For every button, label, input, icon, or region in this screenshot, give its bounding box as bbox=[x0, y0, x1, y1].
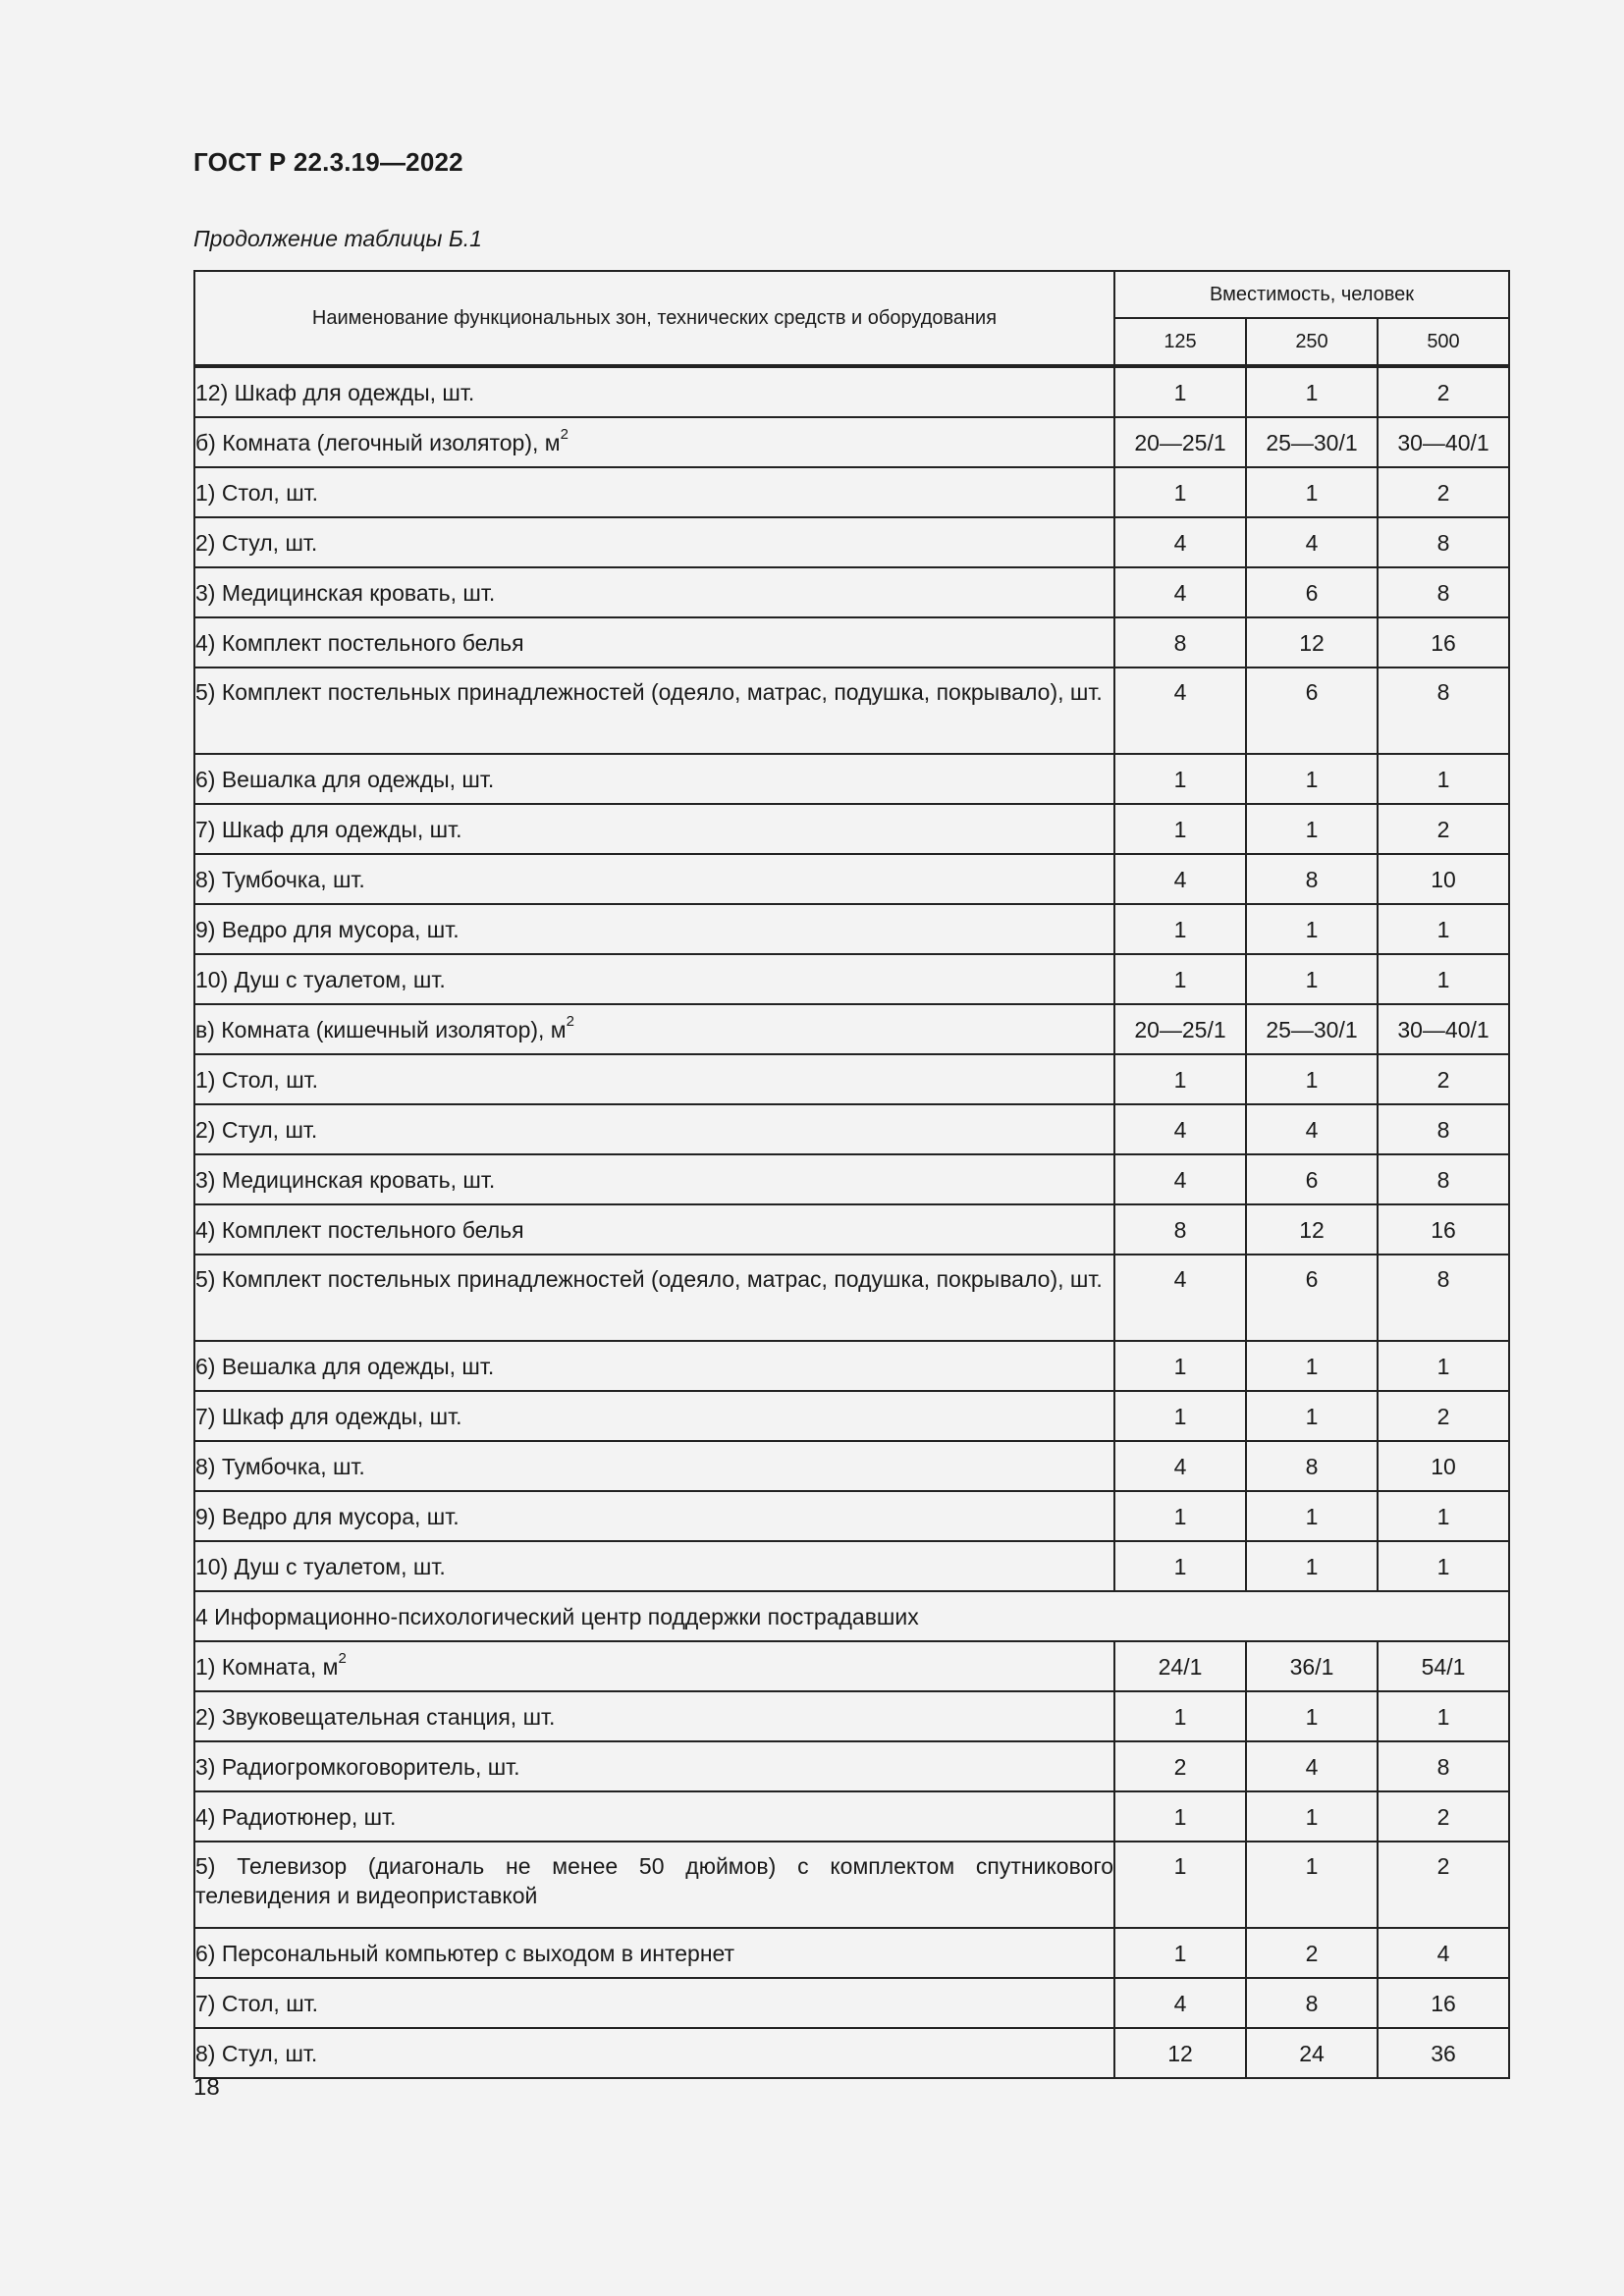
value-cell-250: 6 bbox=[1246, 567, 1378, 617]
item-name: 8) Стул, шт. bbox=[195, 2040, 318, 2066]
table-row bbox=[194, 1004, 1509, 1054]
table-row bbox=[194, 1541, 1509, 1591]
item-name-cell bbox=[194, 667, 1114, 754]
item-name: в) Комната (кишечный изолятор), м bbox=[195, 1016, 567, 1042]
document-code: ГОСТ Р 22.3.19—2022 bbox=[193, 147, 463, 177]
value-cell-500: 36 bbox=[1378, 2028, 1509, 2078]
page-number: 18 bbox=[193, 2074, 220, 2101]
item-name-cell bbox=[194, 1204, 1114, 1255]
value-cell-250: 24 bbox=[1246, 2028, 1378, 2078]
item-name: 10) Душ с туалетом, шт. bbox=[195, 966, 446, 992]
value-cell-250: 1 bbox=[1246, 1842, 1378, 1928]
value-cell-125: 1 bbox=[1114, 1928, 1246, 1978]
item-name-cell bbox=[194, 617, 1114, 667]
value-cell-500: 8 bbox=[1378, 1154, 1509, 1204]
value-cell-250: 1 bbox=[1246, 1054, 1378, 1104]
item-name: 2) Стул, шт. bbox=[195, 529, 318, 556]
item-name: 6) Вешалка для одежды, шт. bbox=[195, 766, 495, 792]
table-row bbox=[194, 567, 1509, 617]
item-name-cell bbox=[194, 1691, 1114, 1741]
item-name-cell bbox=[194, 1255, 1114, 1341]
item-name: 2) Звуковещательная станция, шт. bbox=[195, 1703, 556, 1730]
value-cell-250: 1 bbox=[1246, 1791, 1378, 1842]
value-cell-500: 10 bbox=[1378, 1441, 1509, 1491]
value-cell-250: 1 bbox=[1246, 1491, 1378, 1541]
table-row bbox=[194, 1341, 1509, 1391]
value-cell-250: 1 bbox=[1246, 1341, 1378, 1391]
table-row bbox=[194, 517, 1509, 567]
value-cell-125: 4 bbox=[1114, 1104, 1246, 1154]
item-name: б) Комната (легочный изолятор), м bbox=[195, 429, 561, 455]
value-cell-250: 36/1 bbox=[1246, 1641, 1378, 1691]
value-cell-125: 4 bbox=[1114, 667, 1246, 754]
column-header-capacity-500: 500 bbox=[1378, 318, 1509, 366]
equipment-table bbox=[193, 270, 1510, 2079]
item-name-cell bbox=[194, 417, 1114, 467]
value-cell-125: 1 bbox=[1114, 1791, 1246, 1842]
item-name: 10) Душ с туалетом, шт. bbox=[195, 1553, 446, 1579]
item-name: 4) Комплект постельного белья bbox=[195, 1216, 524, 1243]
item-name-cell bbox=[194, 1978, 1114, 2028]
value-cell-125: 1 bbox=[1114, 1541, 1246, 1591]
table-row bbox=[194, 854, 1509, 904]
table-row bbox=[194, 804, 1509, 854]
value-cell-250: 4 bbox=[1246, 1104, 1378, 1154]
value-cell-250: 1 bbox=[1246, 467, 1378, 517]
value-cell-500: 2 bbox=[1378, 1791, 1509, 1842]
table-row bbox=[194, 1928, 1509, 1978]
value-cell-125: 4 bbox=[1114, 1255, 1246, 1341]
item-name: 5) Комплект постельных принадлежностей (одеяло, матрас, подушка, покрывало), шт. bbox=[195, 1266, 1103, 1292]
value-cell-250: 8 bbox=[1246, 1978, 1378, 2028]
item-name: 6) Персональный компьютер с выходом в интернет bbox=[195, 1940, 735, 1966]
table-row bbox=[194, 1054, 1509, 1104]
item-name-cell bbox=[194, 1054, 1114, 1104]
value-cell-125: 24/1 bbox=[1114, 1641, 1246, 1691]
item-name: 7) Шкаф для одежды, шт. bbox=[195, 816, 462, 842]
item-name: 1) Комната, м bbox=[195, 1653, 339, 1680]
value-cell-125: 1 bbox=[1114, 366, 1246, 417]
value-cell-500: 4 bbox=[1378, 1928, 1509, 1978]
item-name: 8) Тумбочка, шт. bbox=[195, 1453, 365, 1479]
value-cell-500: 1 bbox=[1378, 904, 1509, 954]
value-cell-500: 16 bbox=[1378, 1978, 1509, 2028]
value-cell-500: 8 bbox=[1378, 517, 1509, 567]
value-cell-500: 54/1 bbox=[1378, 1641, 1509, 1691]
value-cell-250: 4 bbox=[1246, 1741, 1378, 1791]
item-name-cell bbox=[194, 366, 1114, 417]
value-cell-125: 4 bbox=[1114, 517, 1246, 567]
value-cell-250: 6 bbox=[1246, 667, 1378, 754]
item-name: 1) Стол, шт. bbox=[195, 1066, 319, 1093]
table-row bbox=[194, 617, 1509, 667]
column-group-capacity: Вместимость, человек bbox=[1114, 271, 1509, 318]
item-name-cell bbox=[194, 1391, 1114, 1441]
value-cell-125: 4 bbox=[1114, 567, 1246, 617]
value-cell-250: 1 bbox=[1246, 366, 1378, 417]
column-header-capacity-250: 250 bbox=[1246, 318, 1378, 366]
section-title: 4 Информационно-психологический центр поддержки пострадавших bbox=[194, 1591, 1509, 1641]
value-cell-125: 2 bbox=[1114, 1741, 1246, 1791]
item-name-cell bbox=[194, 1541, 1114, 1591]
item-name-cell bbox=[194, 517, 1114, 567]
table-row bbox=[194, 1691, 1509, 1741]
item-name: 3) Радиогромкоговоритель, шт. bbox=[195, 1753, 520, 1780]
item-name: 7) Шкаф для одежды, шт. bbox=[195, 1403, 462, 1429]
section-row bbox=[194, 1591, 1509, 1641]
value-cell-250: 1 bbox=[1246, 754, 1378, 804]
value-cell-125: 20—25/1 bbox=[1114, 1004, 1246, 1054]
value-cell-125: 1 bbox=[1114, 804, 1246, 854]
table-body bbox=[194, 366, 1509, 2078]
item-name-cell bbox=[194, 904, 1114, 954]
value-cell-125: 1 bbox=[1114, 1491, 1246, 1541]
value-cell-250: 12 bbox=[1246, 617, 1378, 667]
unit-superscript: 2 bbox=[560, 425, 568, 443]
value-cell-125: 1 bbox=[1114, 1391, 1246, 1441]
value-cell-500: 8 bbox=[1378, 1104, 1509, 1154]
column-header-name: Наименование функциональных зон, технических средств и оборудования bbox=[194, 271, 1114, 366]
item-name-cell bbox=[194, 567, 1114, 617]
table-row bbox=[194, 1154, 1509, 1204]
value-cell-125: 1 bbox=[1114, 1842, 1246, 1928]
table-row bbox=[194, 1204, 1509, 1255]
table-caption: Продолжение таблицы Б.1 bbox=[193, 226, 482, 251]
value-cell-250: 4 bbox=[1246, 517, 1378, 567]
value-cell-250: 12 bbox=[1246, 1204, 1378, 1255]
table-row bbox=[194, 1104, 1509, 1154]
table-row bbox=[194, 366, 1509, 417]
item-name: 7) Стол, шт. bbox=[195, 1990, 319, 2016]
item-name: 6) Вешалка для одежды, шт. bbox=[195, 1353, 495, 1379]
value-cell-250: 1 bbox=[1246, 904, 1378, 954]
value-cell-500: 30—40/1 bbox=[1378, 1004, 1509, 1054]
value-cell-125: 1 bbox=[1114, 1341, 1246, 1391]
table-row bbox=[194, 1842, 1509, 1928]
table-row bbox=[194, 467, 1509, 517]
value-cell-250: 1 bbox=[1246, 804, 1378, 854]
item-name-cell bbox=[194, 954, 1114, 1004]
item-name-cell bbox=[194, 1004, 1114, 1054]
table-row bbox=[194, 1491, 1509, 1541]
value-cell-250: 1 bbox=[1246, 954, 1378, 1004]
value-cell-500: 2 bbox=[1378, 1391, 1509, 1441]
value-cell-125: 1 bbox=[1114, 904, 1246, 954]
value-cell-500: 16 bbox=[1378, 1204, 1509, 1255]
table-row bbox=[194, 667, 1509, 754]
item-name: 4) Комплект постельного белья bbox=[195, 629, 524, 656]
unit-superscript: 2 bbox=[566, 1012, 574, 1030]
item-name-cell bbox=[194, 1341, 1114, 1391]
table-row bbox=[194, 417, 1509, 467]
value-cell-125: 1 bbox=[1114, 954, 1246, 1004]
item-name: 5) Телевизор (диагональ не менее 50 дюймов) с комплектом спутникового телевидения и видеоприставкой bbox=[195, 1853, 1113, 1908]
item-name: 8) Тумбочка, шт. bbox=[195, 866, 365, 892]
value-cell-500: 1 bbox=[1378, 1691, 1509, 1741]
value-cell-500: 2 bbox=[1378, 366, 1509, 417]
value-cell-125: 1 bbox=[1114, 754, 1246, 804]
value-cell-500: 1 bbox=[1378, 954, 1509, 1004]
value-cell-125: 1 bbox=[1114, 1691, 1246, 1741]
value-cell-250: 6 bbox=[1246, 1154, 1378, 1204]
value-cell-500: 1 bbox=[1378, 1341, 1509, 1391]
value-cell-250: 25—30/1 bbox=[1246, 1004, 1378, 1054]
value-cell-500: 1 bbox=[1378, 754, 1509, 804]
table-row bbox=[194, 1641, 1509, 1691]
item-name-cell bbox=[194, 1741, 1114, 1791]
value-cell-500: 30—40/1 bbox=[1378, 417, 1509, 467]
value-cell-125: 8 bbox=[1114, 617, 1246, 667]
table-row bbox=[194, 1255, 1509, 1341]
value-cell-125: 1 bbox=[1114, 1054, 1246, 1104]
item-name-cell bbox=[194, 467, 1114, 517]
item-name: 1) Стол, шт. bbox=[195, 479, 319, 506]
value-cell-500: 16 bbox=[1378, 617, 1509, 667]
item-name: 12) Шкаф для одежды, шт. bbox=[195, 379, 475, 405]
table-row bbox=[194, 1741, 1509, 1791]
table-row bbox=[194, 904, 1509, 954]
value-cell-500: 2 bbox=[1378, 467, 1509, 517]
table-row bbox=[194, 1391, 1509, 1441]
value-cell-500: 1 bbox=[1378, 1491, 1509, 1541]
value-cell-250: 2 bbox=[1246, 1928, 1378, 1978]
table-row bbox=[194, 954, 1509, 1004]
value-cell-250: 1 bbox=[1246, 1691, 1378, 1741]
value-cell-250: 1 bbox=[1246, 1541, 1378, 1591]
value-cell-125: 4 bbox=[1114, 1978, 1246, 2028]
item-name-cell bbox=[194, 854, 1114, 904]
value-cell-500: 2 bbox=[1378, 1842, 1509, 1928]
value-cell-125: 1 bbox=[1114, 467, 1246, 517]
value-cell-125: 8 bbox=[1114, 1204, 1246, 1255]
item-name-cell bbox=[194, 1928, 1114, 1978]
item-name: 4) Радиотюнер, шт. bbox=[195, 1803, 397, 1830]
value-cell-250: 8 bbox=[1246, 1441, 1378, 1491]
value-cell-250: 1 bbox=[1246, 1391, 1378, 1441]
item-name-cell bbox=[194, 1441, 1114, 1491]
value-cell-500: 2 bbox=[1378, 1054, 1509, 1104]
value-cell-500: 8 bbox=[1378, 667, 1509, 754]
item-name-cell bbox=[194, 1791, 1114, 1842]
item-name-cell bbox=[194, 1104, 1114, 1154]
item-name-cell bbox=[194, 1154, 1114, 1204]
table-row bbox=[194, 1791, 1509, 1842]
item-name: 2) Стул, шт. bbox=[195, 1116, 318, 1143]
item-name: 5) Комплект постельных принадлежностей (одеяло, матрас, подушка, покрывало), шт. bbox=[195, 679, 1103, 705]
table-row bbox=[194, 754, 1509, 804]
item-name-cell bbox=[194, 804, 1114, 854]
value-cell-500: 8 bbox=[1378, 1741, 1509, 1791]
value-cell-125: 20—25/1 bbox=[1114, 417, 1246, 467]
item-name: 3) Медицинская кровать, шт. bbox=[195, 1166, 496, 1193]
value-cell-125: 4 bbox=[1114, 1154, 1246, 1204]
column-header-capacity-125: 125 bbox=[1114, 318, 1246, 366]
table-row bbox=[194, 2028, 1509, 2078]
item-name-cell bbox=[194, 1641, 1114, 1691]
item-name: 9) Ведро для мусора, шт. bbox=[195, 1503, 460, 1529]
item-name: 9) Ведро для мусора, шт. bbox=[195, 916, 460, 942]
value-cell-500: 10 bbox=[1378, 854, 1509, 904]
unit-superscript: 2 bbox=[338, 1649, 347, 1667]
value-cell-125: 4 bbox=[1114, 1441, 1246, 1491]
item-name: 3) Медицинская кровать, шт. bbox=[195, 579, 496, 606]
value-cell-500: 1 bbox=[1378, 1541, 1509, 1591]
item-name-cell bbox=[194, 754, 1114, 804]
item-name-cell bbox=[194, 1842, 1114, 1928]
item-name-cell bbox=[194, 1491, 1114, 1541]
value-cell-250: 25—30/1 bbox=[1246, 417, 1378, 467]
value-cell-125: 4 bbox=[1114, 854, 1246, 904]
value-cell-250: 6 bbox=[1246, 1255, 1378, 1341]
value-cell-250: 8 bbox=[1246, 854, 1378, 904]
value-cell-500: 8 bbox=[1378, 1255, 1509, 1341]
table-row bbox=[194, 1978, 1509, 2028]
table-row bbox=[194, 1441, 1509, 1491]
value-cell-500: 8 bbox=[1378, 567, 1509, 617]
value-cell-500: 2 bbox=[1378, 804, 1509, 854]
item-name-cell bbox=[194, 2028, 1114, 2078]
value-cell-125: 12 bbox=[1114, 2028, 1246, 2078]
